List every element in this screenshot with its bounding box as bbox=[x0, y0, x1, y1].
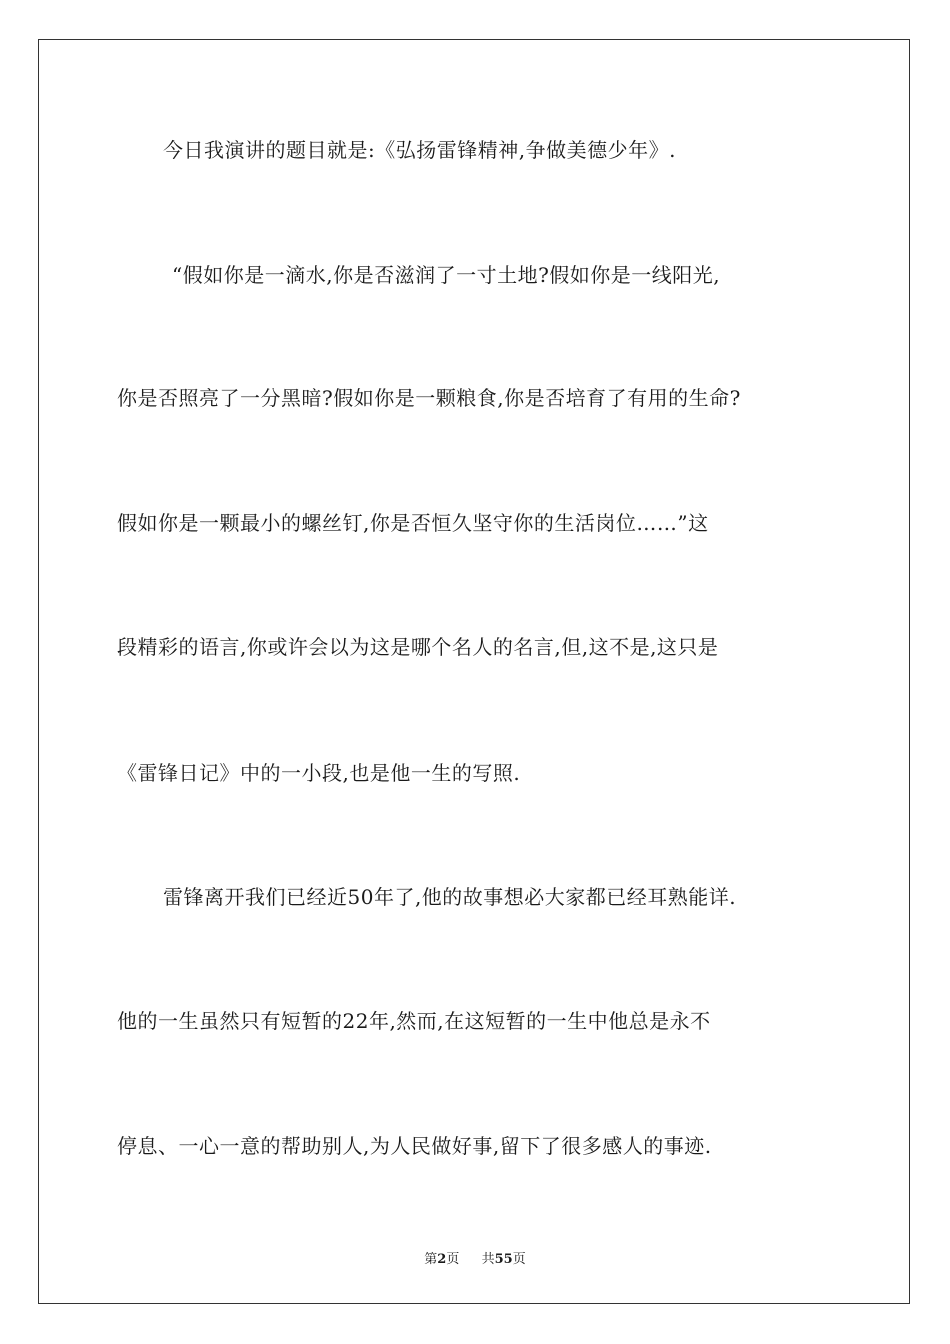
page-footer bbox=[0, 1248, 950, 1267]
paragraph-line-5: 段精彩的语言,你或许会以为这是哪个名人的名言,但,这不是,这只是 bbox=[117, 635, 719, 659]
page-number: 2 bbox=[437, 1252, 447, 1267]
page-prefix: 第 bbox=[424, 1252, 438, 1267]
paragraph-line-1: 今日我演讲的题目就是:《弘扬雷锋精神,争做美德少年》. bbox=[163, 138, 676, 162]
paragraph-line-2: “假如你是一滴水,你是否滋润了一寸土地?假如你是一线阳光, bbox=[172, 263, 721, 287]
paragraph-line-4: 假如你是一颗最小的螺丝钉,你是否恒久坚守你的生活岗位……”这 bbox=[117, 511, 709, 535]
paragraph-line-3: 你是否照亮了一分黑暗?假如你是一颗粮食,你是否培育了有用的生命? bbox=[117, 386, 741, 410]
paragraph-line-6: 《雷锋日记》中的一小段,也是他一生的写照. bbox=[117, 761, 521, 785]
page-border bbox=[38, 39, 910, 1304]
total-pages: 55 bbox=[494, 1252, 513, 1267]
total-suffix: 页 bbox=[512, 1252, 526, 1267]
page-suffix: 页 bbox=[446, 1252, 460, 1267]
paragraph-line-8: 他的一生虽然只有短暂的22年,然而,在这短暂的一生中他总是永不 bbox=[117, 1009, 711, 1033]
total-prefix: 共 bbox=[481, 1252, 495, 1267]
paragraph-line-9: 停息、一心一意的帮助别人,为人民做好事,留下了很多感人的事迹. bbox=[117, 1134, 712, 1158]
paragraph-line-7: 雷锋离开我们已经近50年了,他的故事想必大家都已经耳熟能详. bbox=[163, 885, 737, 909]
